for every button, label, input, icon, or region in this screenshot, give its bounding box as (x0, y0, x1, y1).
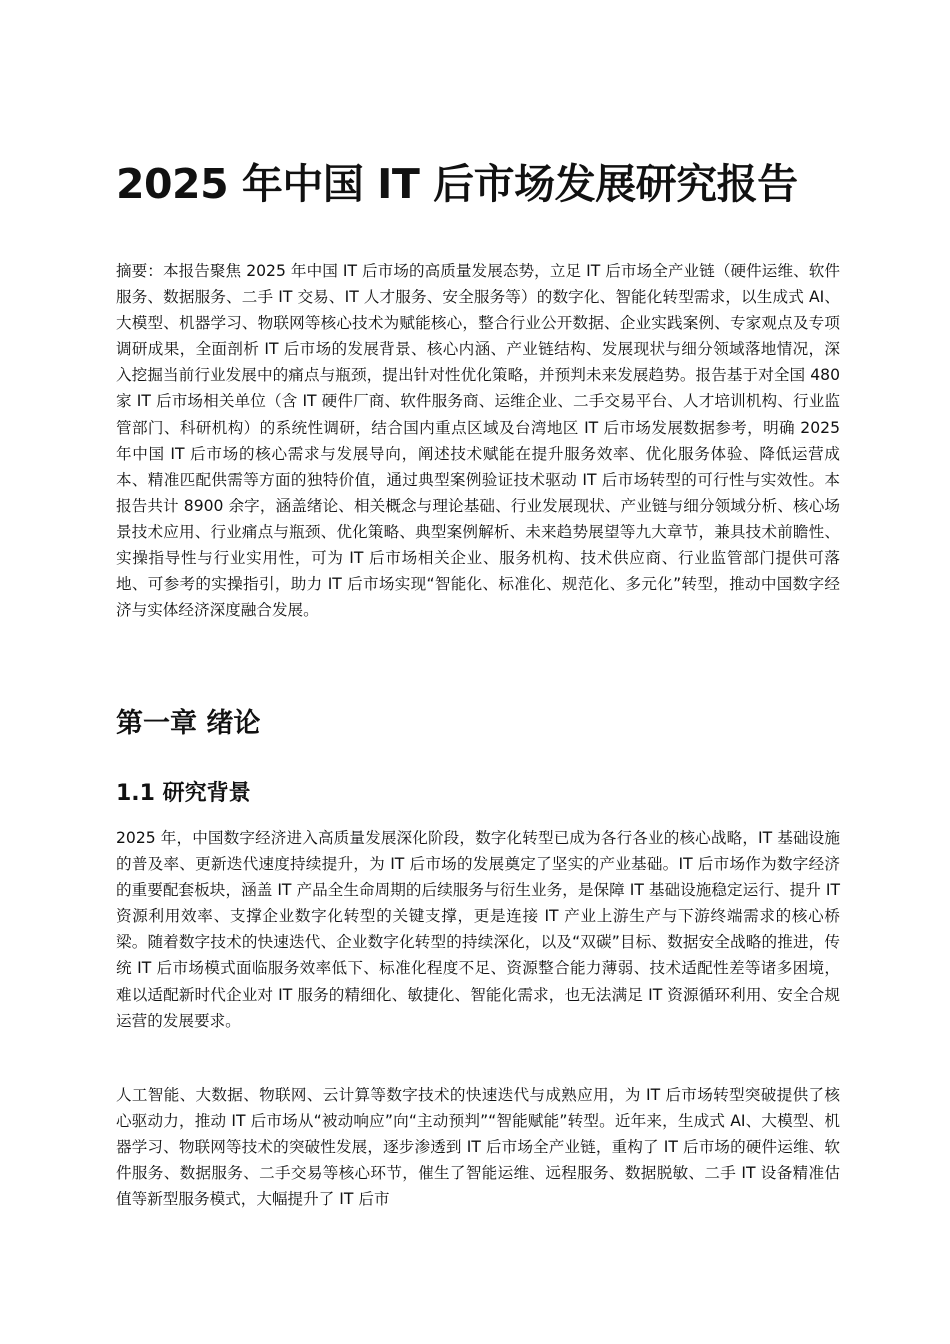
chapter-heading: 第一章 绪论 (116, 708, 261, 739)
body-paragraph: 2025 年，中国数字经济进入高质量发展深化阶段，数字化转型已成为各行各业的核心战略，IT 基础设施的普及率、更新迭代速度持续提升，为 IT 后市场的发展奠定了坚实的产业基础。IT 后市场作为数字经济的重要配套板块，涵盖 IT 产品全生命周期的后续服务与衍生业务，是保障 IT 基础设施稳定运行、提升 IT 资源利用效率、支撑企业数字化转型的关键支撑，更是连接 IT 产业上游生产与下游终端需求的核心桥梁。随着数字技术的快速迭代、企业数字化转型的持续深化，以及“双碳”目标、数据安全战略的推进，传统 IT 后市场模式面临服务效率低下、标准化程度不足、资源整合能力薄弱、技术适配性差等诸多困境，难以适配新时代企业对 IT 服务的精细化、敏捷化、智能化需求，也无法满足 IT 资源循环利用、安全合规运营的发展要求。 (116, 829, 840, 1030)
abstract-paragraph: 摘要：本报告聚焦 2025 年中国 IT 后市场的高质量发展态势，立足 IT 后市场全产业链（硬件运维、软件服务、数据服务、二手 IT 交易、IT 人才服务、安全服务等）的数字化、智能化转型需求，以生成式 AI、大模型、机器学习、物联网等核心技术为赋能核心，整合行业公开数据、企业实践案例、专家观点及专项调研成果，全面剖析 IT 后市场的发展背景、核心内涵、产业链结构、发展现状与细分领域落地情况，深入挖掘当前行业发展中的痛点与瓶颈，提出针对性优化策略，并预判未来发展趋势。报告基于对全国 480 家 IT 后市场相关单位（含 IT 硬件厂商、软件服务商、运维企业、二手交易平台、人才培训机构、行业监管部门、科研机构）的系统性调研，结合国内重点区域及台湾地区 IT 后市场发展数据参考，明确 2025 年中国 IT 后市场的核心需求与发展导向，阐述技术赋能在提升服务效率、优化服务体验、降低运营成本、精准匹配供需等方面的独特价值，通过典型案例验证技术驱动 IT 后市场转型的可行性与实效性。本报告共计 8900 余字，涵盖绪论、相关概念与理论基础、行业发展现状、产业链与细分领域分析、核心场景技术应用、行业痛点与瓶颈、优化策略、典型案例解析、未来趋势展望等九大章节，兼具技术前瞻性、实操指导性与行业实用性，可为 IT 后市场相关企业、服务机构、技术供应商、行业监管部门提供可落地、可参考的实操指引，助力 IT 后市场实现“智能化、标准化、规范化、多元化”转型，推动中国数字经济与实体经济深度融合发展。 (116, 262, 840, 620)
body-paragraph: 人工智能、大数据、物联网、云计算等数字技术的快速迭代与成熟应用，为 IT 后市场转型突破提供了核心驱动力，推动 IT 后市场从“被动响应”向“主动预判”“智能赋能”转型。近年来，生成式 AI、大模型、机器学习、物联网等技术的突破性发展，逐步渗透到 IT 后市场全产业链，重构了 IT 后市场的硬件运维、软件服务、数据服务、二手交易等核心环节，催生了智能运维、远程服务、数据脱敏、二手 IT 设备精准估值等新型服务模式，大幅提升了 IT 后市 (116, 1086, 840, 1209)
section-heading: 1.1 研究背景 (116, 781, 251, 806)
document-title: 2025 年中国 IT 后市场发展研究报告 (116, 160, 798, 208)
